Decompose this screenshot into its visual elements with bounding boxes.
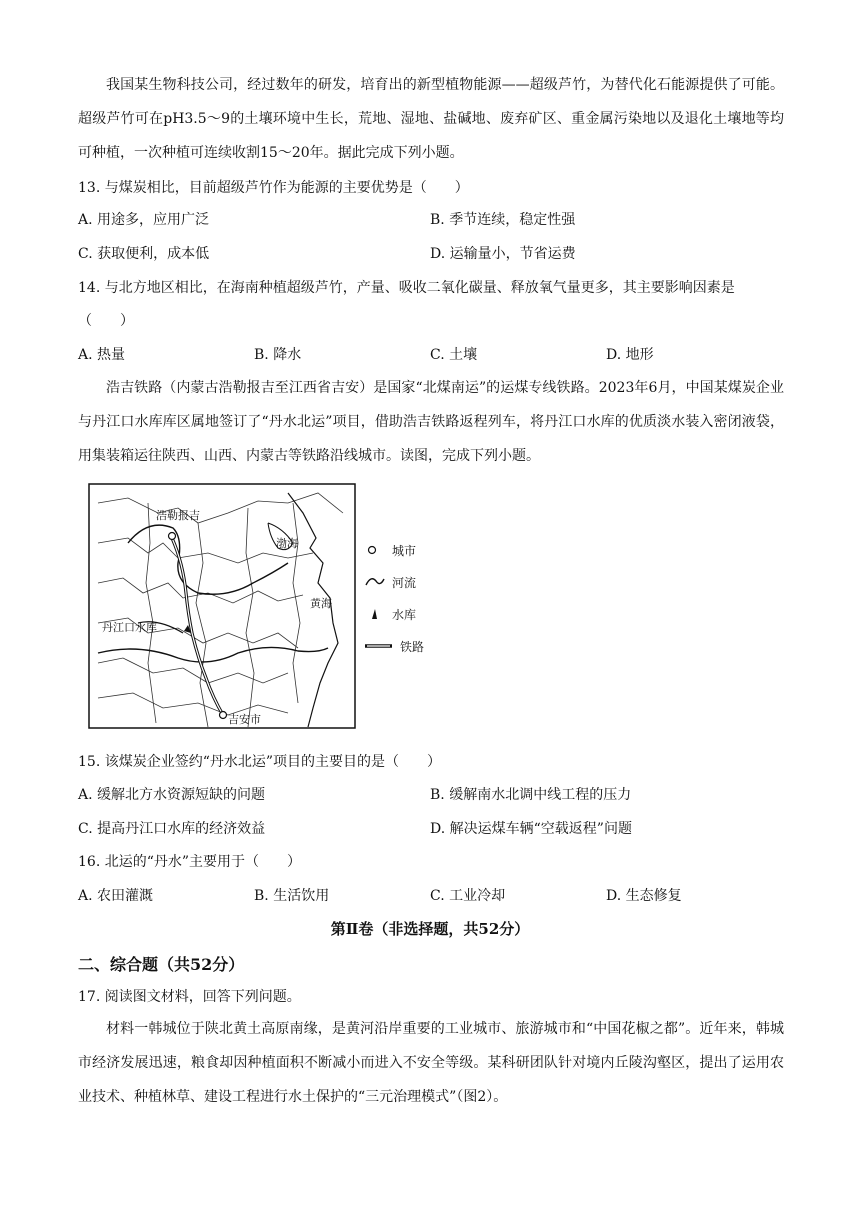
map-label-huanghai: 黄海: [310, 597, 332, 610]
map-label-haolebaoji: 浩勒报吉: [156, 509, 200, 522]
railway-icon: [364, 639, 394, 653]
q15-option-d: D. 解决运煤车辆“空载返程”问题: [430, 821, 632, 837]
section-2-title: 第Ⅱ卷（非选择题，共52分）: [330, 920, 530, 938]
question-17-material: 材料一韩城位于陕北黄土高原南缘，是黄河沿岸重要的工业城市、旅游城市和“中国花椒之都”。近年来，韩城市经济发展迅速，粮食却因种植面积不断减小而进入不安全等级。某科研团队针对境内丘陵沟壑区，提出了运用农业技术、种植林草、建设工程进行水土保护的“三元治理模式”（图2）。: [78, 1021, 784, 1105]
q15-option-a: A. 缓解北方水资源短缺的问题: [78, 787, 266, 803]
legend-river: 河流: [364, 572, 416, 592]
q13-option-a: A. 用途多，应用广泛: [78, 212, 210, 228]
map-legend: [364, 540, 444, 660]
question-14-stem: 14. 与北方地区相比，在海南种植超级芦竹，产量、吸收二氧化碳量、释放氧气量更多，其主要影响因素是: [78, 280, 735, 296]
map-label-jian: 吉安市: [228, 713, 261, 726]
q13-option-d: D. 运输量小，节省运费: [430, 246, 576, 262]
legend-city: 城市: [364, 540, 416, 560]
railway-map: [88, 483, 356, 729]
map-label-bohai: 渤海: [276, 537, 298, 550]
question-17-stem: 17. 阅读图文材料，回答下列问题。: [78, 989, 301, 1005]
city-icon: [364, 543, 386, 557]
map-label-danjiangkou: 丹江口水库: [102, 621, 157, 634]
part-2-title: 二、综合题（共52分）: [78, 955, 245, 974]
legend-railway: 铁路: [364, 636, 424, 656]
reservoir-icon: [364, 607, 386, 621]
river-icon: [364, 575, 386, 589]
question-15-stem: 15. 该煤炭企业签约“丹水北运”项目的主要目的是（ ）: [78, 754, 442, 770]
q16-option-d: D. 生态修复: [606, 888, 682, 904]
q16-option-a: A. 农田灌溉: [78, 888, 154, 904]
question-14-stem-cont: （ ）: [78, 313, 134, 329]
q14-option-c: C. 土壤: [430, 347, 478, 363]
q14-option-a: A. 热量: [78, 347, 126, 363]
question-16-stem: 16. 北运的“丹水”主要用于（ ）: [78, 854, 302, 870]
intro-paragraph-2: 浩吉铁路（内蒙古浩勒报吉至江西省吉安）是国家“北煤南运”的运煤专线铁路。2023年6月，中国某煤炭企业与丹江口水库库区属地签订了“丹水北运”项目，借助浩吉铁路返程列车，将丹江口水库的优质淡水装入密闭液袋，用集装箱运往陕西、山西、内蒙古等铁路沿线城市。读图，完成下列小题。: [78, 380, 784, 464]
intro-paragraph-1: 我国某生物科技公司，经过数年的研发，培育出的新型植物能源——超级芦竹，为替代化石能源提供了可能。超级芦竹可在pH3.5～9的土壤环境中生长，荒地、湿地、盐碱地、废弃矿区、重金属污染地以及退化土壤地等均可种植，一次种植可连续收割15～20年。据此完成下列小题。: [78, 77, 784, 161]
question-13-stem: 13. 与煤炭相比，目前超级芦竹作为能源的主要优势是（ ）: [78, 180, 469, 196]
q14-option-b: B. 降水: [254, 347, 302, 363]
q15-option-c: C. 提高丹江口水库的经济效益: [78, 821, 266, 837]
q16-option-c: C. 工业冷却: [430, 888, 506, 904]
q14-option-d: D. 地形: [606, 347, 654, 363]
haolebaoji-city-marker: [169, 533, 176, 540]
q15-option-b: B. 缓解南水北调中线工程的压力: [430, 787, 632, 803]
q16-option-b: B. 生活饮用: [254, 888, 330, 904]
q13-option-b: B. 季节连续，稳定性强: [430, 212, 576, 228]
legend-reservoir: 水库: [364, 604, 416, 624]
q13-option-c: C. 获取便利，成本低: [78, 246, 210, 262]
jian-city-marker: [220, 712, 227, 719]
